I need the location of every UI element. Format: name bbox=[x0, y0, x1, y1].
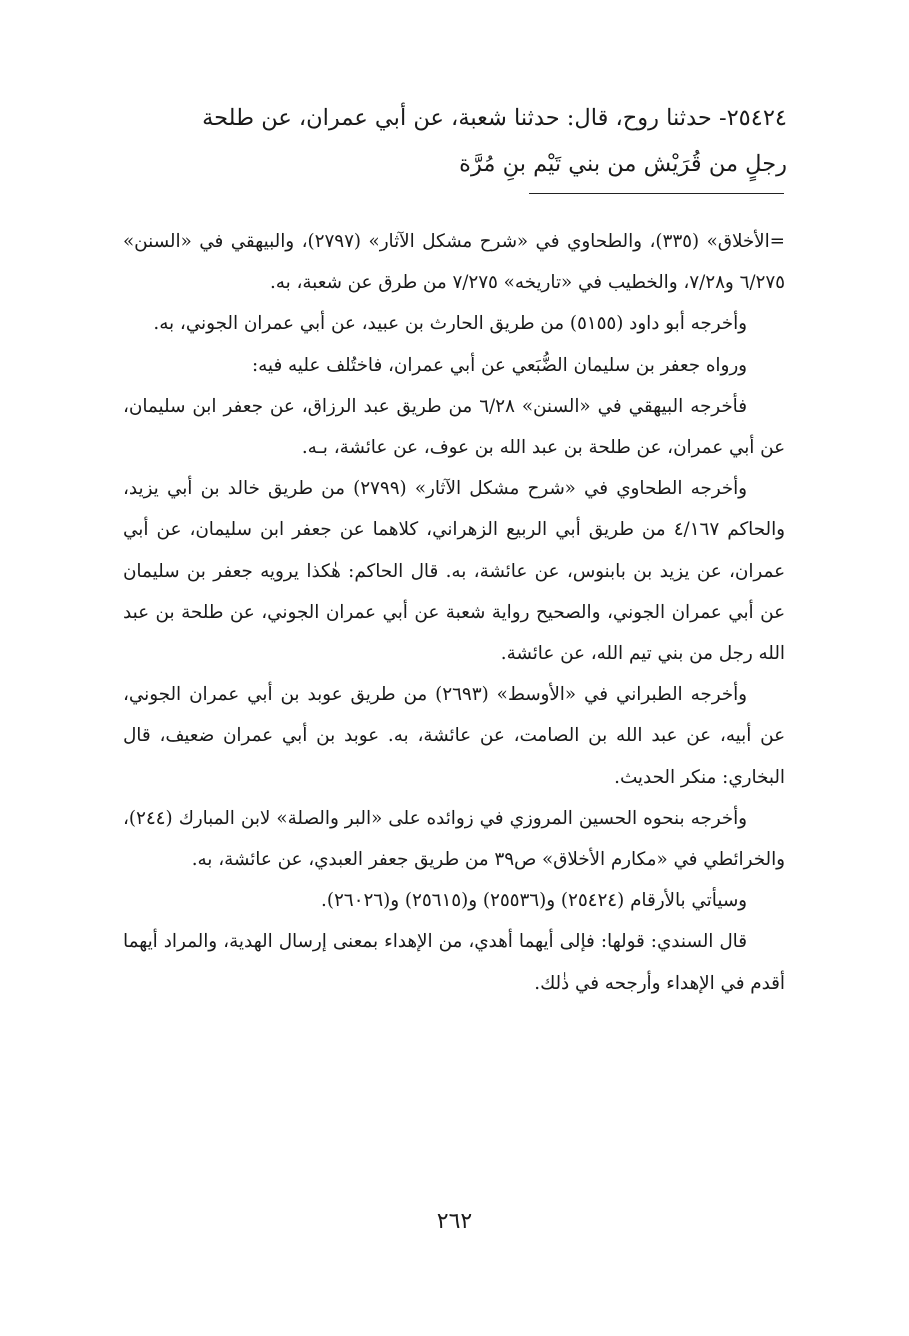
footnote-paragraph: ورواه جعفر بن سليمان الضُّبَعي عن أبي عمران، فاختُلف عليه فيه: bbox=[251, 354, 747, 376]
hadith-text bbox=[123, 95, 787, 187]
footnote-paragraph: وأخرجه بنحوه الحسين المروزي في زوائده على «البر والصلة» لابن المبارك (٢٤٤)، والخرائطي في «مكارم الأخلاق» ص٣٩ من طريق جعفر العبدي، عن عائشة، به. bbox=[123, 807, 785, 871]
hadith-line: رجلٍ من قُرَيْش من بني تَيْم بنِ مُرَّة bbox=[459, 151, 787, 177]
page-number: ٢٦٢ bbox=[436, 1209, 473, 1234]
footnote-paragraph: وأخرجه أبو داود (٥١٥٥) من طريق الحارث بن عبيد، عن أبي عمران الجوني، به. bbox=[153, 313, 747, 335]
footnote-paragraph: قال السندي: قولها: فإلى أيهما أهدي، من الإهداء بمعنى إرسال الهدية، والمراد أيهما أقدم في الإهداء وأرجحه في ذٰلك. bbox=[123, 931, 785, 994]
footnote-paragraph: =الأخلاق» (٣٣٥)، والطحاوي في «شرح مشكل الآثار» (٢٧٩٧)، والبيهقي في «السنن» ٦/٢٧٥ و٧/٢٨، والخطيب في «تاريخه» ٧/٢٧٥ من طرق عن شعبة، به. bbox=[123, 231, 785, 294]
footnote-paragraph: وسيأتي بالأرقام (٢٥٤٢٤) و(٢٥٥٣٦) و(٢٥٦١٥) و(٢٦٠٢٦). bbox=[321, 890, 747, 912]
footnote-paragraph: وأخرجه الطبراني في «الأوسط» (٢٦٩٣) من طريق عوبد بن أبي عمران الجوني، عن أبيه، عن عبد الله بن الصامت، عن عائشة، به. عوبد بن أبي عمران ضعيف، قال البخاري: منكر الحديث. bbox=[123, 684, 785, 788]
footnotes bbox=[123, 221, 785, 1004]
footnote-divider bbox=[529, 193, 784, 194]
hadith-line: ٢٥٤٢٤- حدثنا روح، قال: حدثنا شعبة، عن أبي عمران، عن طلحة bbox=[202, 105, 787, 131]
footnote-paragraph: فأخرجه البيهقي في «السنن» ٦/٢٨ من طريق عبد الرزاق، عن جعفر ابن سليمان، عن أبي عمران، عن طلحة بن عبد الله بن عوف، عن عائشة، بـه. bbox=[123, 395, 785, 459]
footnote-paragraph: وأخرجه الطحاوي في «شرح مشكل الآثار» (٢٧٩٩) من طريق خالد بن أبي يزيد، والحاكم ٤/١٦٧ من طريق أبي الربيع الزهراني، كلاهما عن جعفر ابن سليمان، عن أبي عمران، عن يزيد بن بابنوس، عن عائشة، به. قال الحاكم: هٰكذا يرويه جعفر بن سليمان عن أبي عمران الجوني، والصحيح رواية شعبة عن أبي عمران الجوني، عن طلحة بن عبد الله رجل من بني تيم الله، عن عائشة. bbox=[123, 478, 785, 665]
